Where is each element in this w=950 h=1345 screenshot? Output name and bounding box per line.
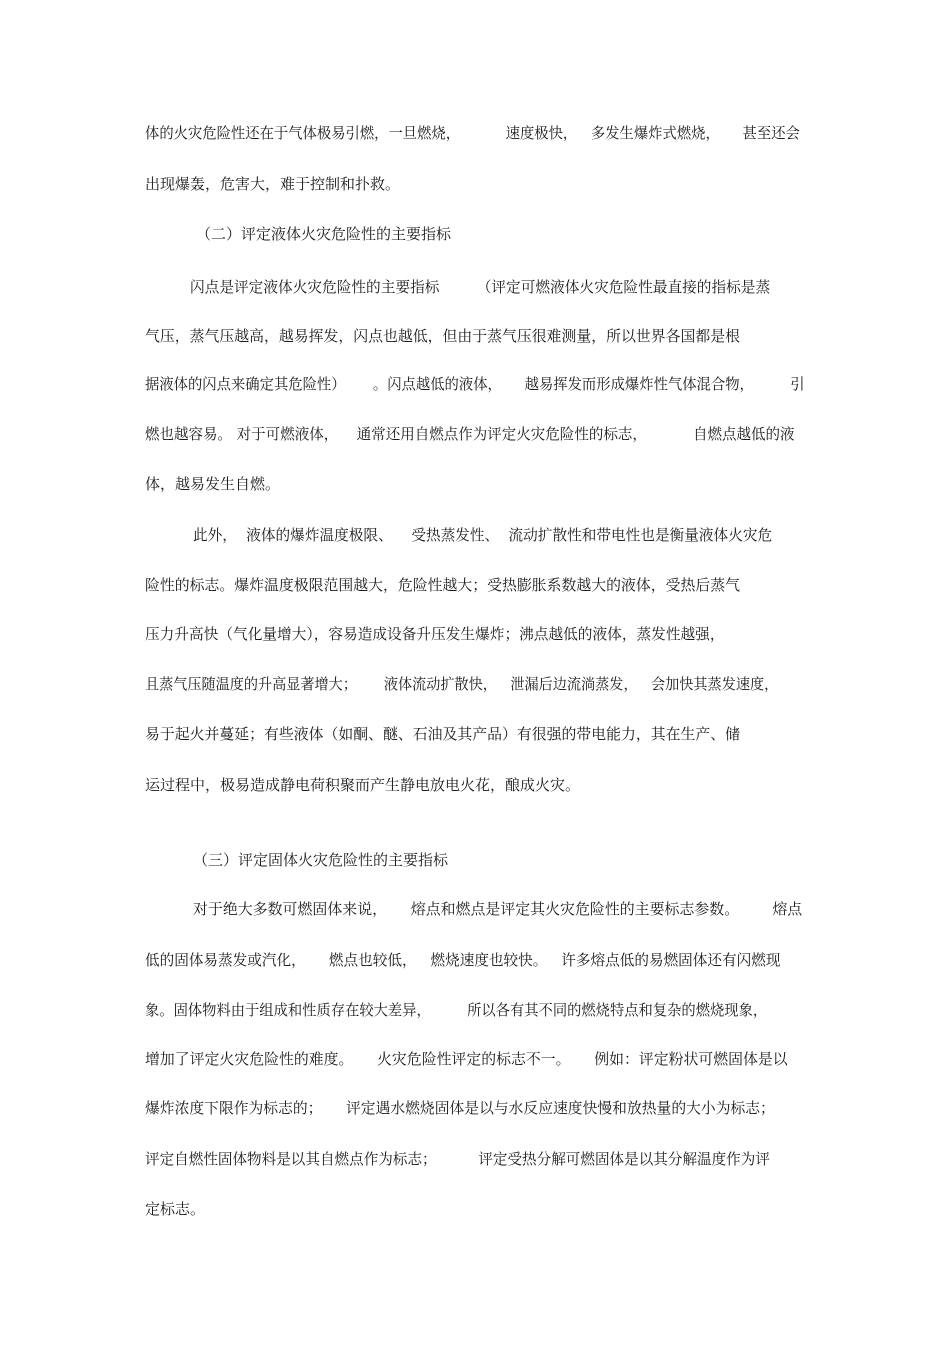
- text-line: 低的固体易蒸发或汽化， 燃点也较低， 燃烧速度也较快。 许多熔点低的易燃固体还有闪燃现: [145, 951, 781, 969]
- text-line: 压力升高快（气化量增大），容易造成设备升压发生爆炸；沸点越低的液体，蒸发性越强，: [145, 625, 725, 643]
- text-line: 气压，蒸气压越高，越易挥发，闪点也越低，但由于蒸气压很难测量，所以世界各国都是根: [145, 327, 741, 345]
- text-line: 定标志。: [145, 1200, 206, 1218]
- text-line: 易于起火并蔓延；有些液体（如酮、醚、石油及其产品）有很强的带电能力，其在生产、储: [145, 725, 741, 743]
- text-line: 象。固体物料由于组成和性质存在较大差异， 所以各有其不同的燃烧特点和复杂的燃烧现象，: [145, 1001, 768, 1019]
- text-line: 体的火灾危险性还在于气体极易引燃，一旦燃烧， 速度极快， 多发生爆炸式燃烧， 甚至还会: [145, 124, 800, 142]
- text-line: 闪点是评定液体火灾危险性的主要指标 （评定可燃液体火灾危险性最直接的指标是蒸: [190, 278, 771, 296]
- text-line: 险性的标志。爆炸温度极限范围越大，危险性越大；受热膨胀系数越大的液体，受热后蒸气: [145, 576, 741, 594]
- text-line: 评定自燃性固体物料是以其自燃点作为标志； 评定受热分解可燃固体是以其分解温度作为评: [145, 1150, 770, 1168]
- text-line: 据液体的闪点来确定其危险性） 。闪点越低的液体， 越易挥发而形成爆炸性气体混合物， 引: [145, 375, 805, 393]
- text-line: 增加了评定火灾危险性的难度。 火灾危险性评定的标志不一。 例如：评定粉状可燃固体是以: [145, 1050, 788, 1068]
- text-line: 出现爆轰，危害大，难于控制和扑救。: [145, 175, 401, 193]
- text-line: 对于绝大多数可燃固体来说， 熔点和燃点是评定其火灾危险性的主要标志参数。 熔点: [193, 900, 803, 918]
- text-line: 此外， 液体的爆炸温度极限、 受热蒸发性、 流动扩散性和带电性也是衡量液体火灾危: [193, 526, 773, 544]
- section-heading: （三）评定固体火灾危险性的主要指标: [193, 851, 449, 869]
- text-line: 爆炸浓度下限作为标志的； 评定遇水燃烧固体是以与水反应速度快慢和放热量的大小为标志；: [145, 1099, 775, 1117]
- section-heading: （二）评定液体火灾危险性的主要指标: [196, 225, 452, 243]
- text-line: 运过程中，极易造成静电荷积聚而产生静电放电火花，酿成火灾。: [145, 776, 581, 794]
- text-line: 且蒸气压随温度的升高显著增大； 液体流动扩散快， 泄漏后边流淌蒸发， 会加快其蒸发速度，: [145, 675, 779, 693]
- text-line: 燃也越容易。 对于可燃液体， 通常还用自燃点作为评定火灾危险性的标志， 自燃点越低的液: [145, 425, 795, 443]
- text-line: 体，越易发生自燃。: [145, 475, 281, 493]
